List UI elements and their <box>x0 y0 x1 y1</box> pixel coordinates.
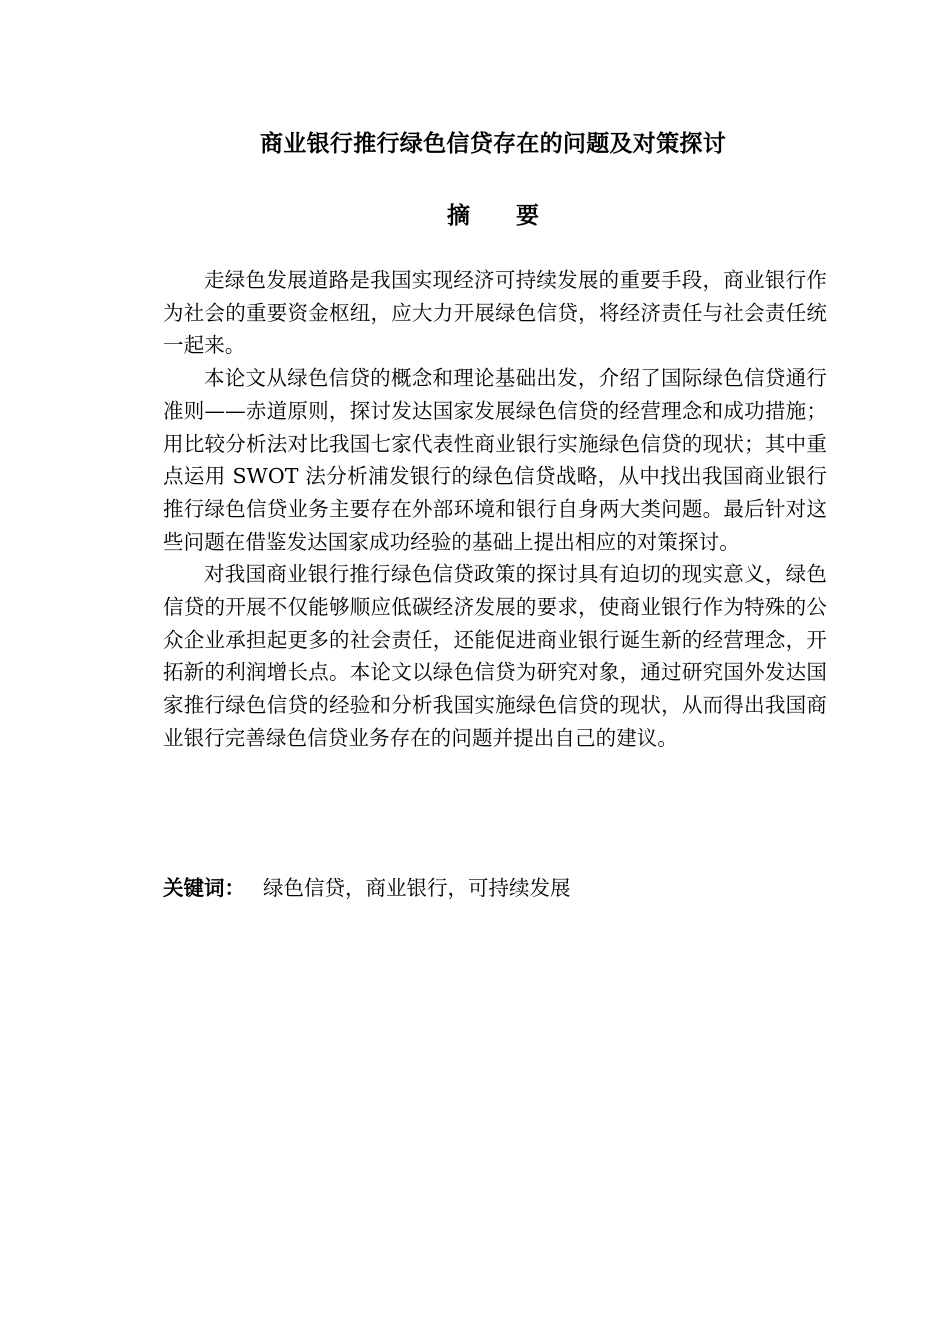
abstract-paragraph-1: 走绿色发展道路是我国实现经济可持续发展的重要手段，商业银行作为社会的重要资金枢纽，应大力开展绿色信贷，将经济责任与社会责任统一起来。 <box>163 268 827 358</box>
abstract-paragraph-3: 对我国商业银行推行绿色信贷政策的探讨具有迫切的现实意义，绿色信贷的开展不仅能够顺应低碳经济发展的要求，使商业银行作为特殊的公众企业承担起更多的社会责任，还能促进商业银行诞生新的经营理念，开拓新的利润增长点。本论文以绿色信贷为研究对象，通过研究国外发达国家推行绿色信贷的经验和分析我国实施绿色信贷的现状，从而得出我国商业银行完善绿色信贷业务存在的问题并提出自己的建议。 <box>163 562 827 750</box>
paper-title: 商业银行推行绿色信贷存在的问题及对策探讨 <box>260 131 726 157</box>
keywords-line <box>163 872 827 904</box>
abstract-paragraph-2: 本论文从绿色信贷的概念和理论基础出发，介绍了国际绿色信贷通行准则——赤道原则，探讨发达国家发展绿色信贷的经营理念和成功措施；用比较分析法对比我国七家代表性商业银行实施绿色信贷的现状；其中重点运用 SWOT 法分析浦发银行的绿色信贷战略，从中找出我国商业银行推行绿色信贷业务主要存在外部环境和银行自身两大类问题。最后针对这些问题在借鉴发达国家成功经验的基础上提出相应的对策探讨。 <box>163 366 827 554</box>
abstract-body <box>163 264 827 755</box>
keywords-value: 绿色信贷，商业银行，可持续发展 <box>263 876 571 900</box>
keywords-label: 关键词： <box>163 876 245 900</box>
abstract-heading: 摘要 <box>447 203 585 229</box>
